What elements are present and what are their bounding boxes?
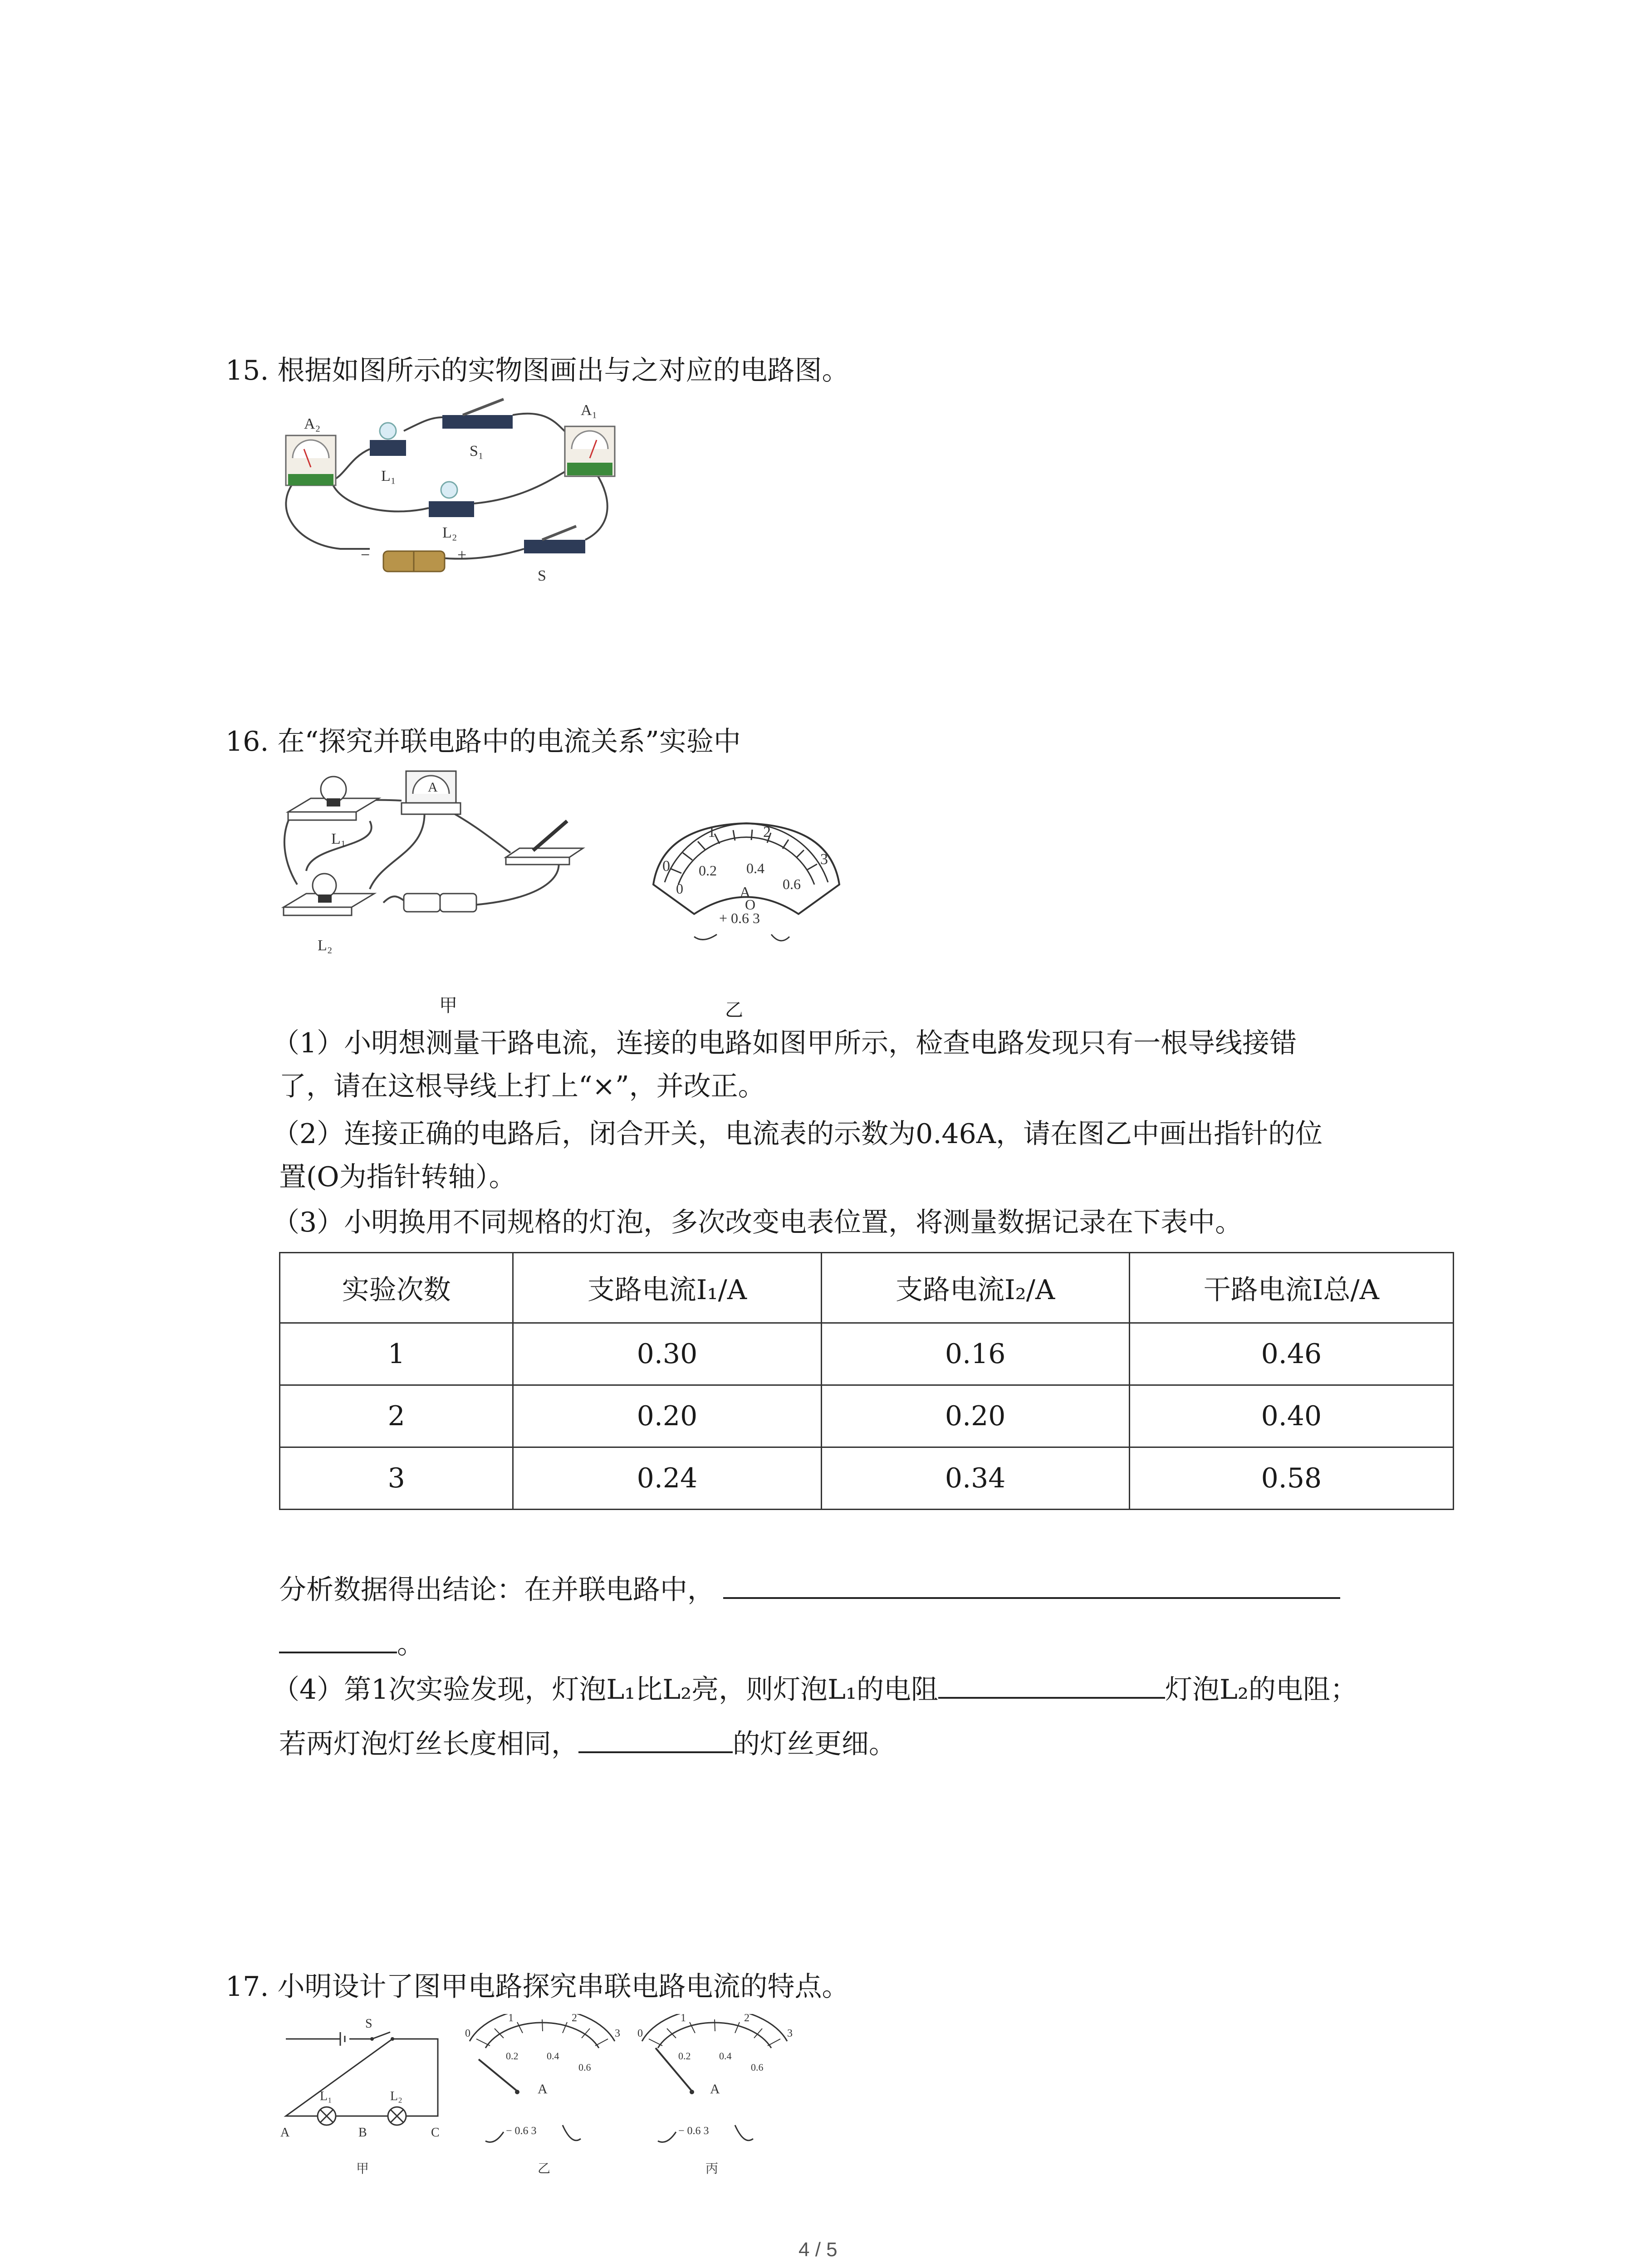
part4-line2-text-2: 的灯丝更细。	[733, 1728, 896, 1760]
terminal-wires	[694, 934, 789, 941]
table-cell: 0.20	[821, 1385, 1129, 1447]
q15-physical-circuit-figure	[268, 390, 631, 594]
q17-stem	[225, 1966, 849, 2007]
header-branch-current-1: 支路电流I₁/A	[513, 1253, 821, 1323]
bottom-scale-0-4: 0.4	[547, 2050, 559, 2062]
table-cell: 0.46	[1129, 1323, 1453, 1385]
table-cell: 0.34	[821, 1447, 1129, 1510]
switch	[506, 821, 583, 865]
label-l2: L₂	[390, 2089, 402, 2103]
table-cell: 1	[280, 1323, 513, 1385]
q16-conclusion-line	[279, 1569, 1340, 1610]
bottom-scale-0-6: 0.6	[578, 2062, 591, 2073]
label-a1: A₁	[581, 402, 598, 419]
top-scale-2: 2	[763, 824, 771, 841]
q17-figure-bing-ammeter	[631, 2014, 798, 2182]
top-scale-0: 0	[637, 2028, 643, 2039]
top-scale-3: 3	[787, 2028, 793, 2039]
bottom-scale-0-2: 0.2	[699, 862, 717, 879]
table-cell: 0.40	[1129, 1385, 1453, 1447]
top-scale-0: 0	[662, 858, 670, 875]
q16-figure-yi-ammeter-dial	[644, 816, 848, 957]
page-number: 4 / 5	[798, 2239, 838, 2261]
conclusion-blank-continued[interactable]	[279, 1626, 397, 1653]
label-l1: L₁	[331, 831, 346, 847]
bottom-scale-0: 0	[676, 880, 683, 897]
table-cell: 0.30	[513, 1323, 821, 1385]
top-scale-1: 1	[508, 2014, 514, 2024]
part4-text-2: 灯泡L₂的电阻；	[1165, 1674, 1357, 1706]
table-cell: 3	[280, 1447, 513, 1510]
label-s1: S₁	[470, 443, 484, 459]
q16-part1-line1: （1）小明想测量干路电流，连接的电路如图甲所示，检查电路发现只有一根导线接错	[272, 1027, 1297, 1059]
point-a: A	[280, 2126, 290, 2140]
q15-text: 根据如图所示的实物图画出与之对应的电路图。	[277, 355, 849, 386]
caption-jia: 甲	[439, 995, 457, 1016]
table-cell: 0.16	[821, 1323, 1129, 1385]
terminal-labels: − 0.6 3	[506, 2125, 537, 2137]
top-scale-3: 3	[615, 2028, 620, 2039]
label-switch-s: S	[365, 2017, 372, 2031]
label-s: S	[538, 567, 546, 584]
q17-figure-yi-ammeter	[458, 2014, 626, 2182]
label-l2: L₂	[442, 524, 457, 541]
label-l1: L₁	[320, 2089, 332, 2103]
ammeter-a1	[565, 426, 615, 476]
table-header-row	[280, 1253, 1454, 1323]
switch-s	[524, 526, 585, 553]
label-l1: L₁	[381, 468, 396, 484]
label-a2: A₂	[304, 415, 321, 432]
part4-text-1: （4）第1次实验发现，灯泡L₁比L₂亮，则灯泡L₁的电阻	[272, 1674, 939, 1706]
conclusion-text: 分析数据得出结论：在并联电路中，	[279, 1574, 715, 1606]
conclusion-blank[interactable]	[723, 1572, 1340, 1599]
thinner-filament-blank[interactable]	[578, 1726, 733, 1753]
table-cell: 0.20	[513, 1385, 821, 1447]
top-scale-0: 0	[465, 2028, 470, 2039]
bottom-scale-0-6: 0.6	[751, 2062, 764, 2073]
table-row	[280, 1385, 1454, 1447]
q15-stem	[225, 350, 849, 391]
table-row	[280, 1323, 1454, 1385]
part4-line2-text-1: 若两灯泡灯丝长度相同，	[279, 1728, 578, 1760]
q17-text: 小明设计了图甲电路探究串联电路电流的特点。	[277, 1971, 849, 2003]
q16-figure-jia-parallel-circuit	[279, 767, 624, 962]
batteries	[404, 894, 476, 912]
q16-part4-line2	[279, 1724, 896, 1765]
caption-yi: 乙	[725, 1000, 743, 1021]
terminal-labels: + 0.6 3	[719, 910, 760, 926]
bulb-l2-board	[284, 874, 374, 915]
bulb-l2	[429, 482, 474, 517]
q16-text: 在“探究并联电路中的电流关系”实验中	[277, 726, 741, 758]
caption-bing: 丙	[705, 2162, 719, 2176]
q16-number: 16.	[225, 726, 269, 758]
q16-part3: （3）小明换用不同规格的灯泡，多次改变电表位置，将测量数据记录在下表中。	[272, 1207, 1243, 1238]
pivot-label-o: O	[745, 896, 756, 913]
header-main-current: 干路电流I总/A	[1129, 1253, 1453, 1323]
bulb-l1	[370, 423, 406, 456]
bulb-l1-board	[288, 777, 379, 820]
point-c: C	[431, 2126, 440, 2140]
top-scale-3: 3	[820, 851, 828, 868]
dial-letter-a: A	[740, 884, 751, 901]
bottom-scale-0-2: 0.2	[678, 2050, 691, 2062]
bottom-scale-0-6: 0.6	[783, 876, 801, 892]
table-cell: 0.58	[1129, 1447, 1453, 1510]
q16-part1-line2: 了，请在这根导线上打上“×”，并改正。	[279, 1070, 765, 1102]
bottom-scale-0-4: 0.4	[719, 2050, 732, 2062]
top-scale-1: 1	[708, 824, 715, 841]
table-row	[280, 1447, 1454, 1510]
q16-stem	[225, 721, 741, 762]
top-scale-2: 2	[572, 2014, 577, 2024]
table-cell: 0.24	[513, 1447, 821, 1510]
header-trial-count: 实验次数	[280, 1253, 513, 1323]
point-b: B	[358, 2126, 367, 2140]
label-plus: +	[457, 546, 467, 564]
q16-data-table	[279, 1252, 1454, 1510]
terminal-labels: − 0.6 3	[678, 2125, 709, 2137]
header-branch-current-2: 支路电流I₂/A	[821, 1253, 1129, 1323]
battery	[383, 551, 445, 572]
ammeter-a2	[286, 435, 336, 485]
resistance-compare-blank[interactable]	[938, 1672, 1165, 1699]
bottom-scale-0-2: 0.2	[506, 2050, 519, 2062]
caption-yi: 乙	[538, 2162, 551, 2176]
dial-letter-a: A	[710, 2082, 720, 2097]
q17-figure-jia-series-circuit	[272, 2014, 449, 2182]
bottom-scale-0-4: 0.4	[746, 860, 764, 876]
q16-part2-line2: 置(O为指针转轴）。	[279, 1161, 516, 1193]
top-scale-1: 1	[681, 2014, 686, 2024]
q16-conclusion-line2	[279, 1624, 424, 1665]
table-cell: 2	[280, 1385, 513, 1447]
dial-letter-a: A	[538, 2082, 548, 2097]
switch-s1	[442, 399, 513, 429]
label-l2: L₂	[318, 937, 333, 954]
q16-part4-line1	[272, 1669, 1357, 1710]
caption-jia: 甲	[356, 2162, 369, 2176]
top-scale-2: 2	[744, 2014, 749, 2024]
q17-number: 17.	[225, 1971, 269, 2003]
conclusion-end: 。	[397, 1628, 424, 1660]
label-minus: −	[361, 546, 370, 564]
q15-number: 15.	[225, 355, 269, 386]
ammeter-letter: A	[428, 780, 438, 795]
q16-part2-line1: （2）连接正确的电路后，闭合开关，电流表的示数为0.46A，请在图乙中画出指针的位	[272, 1118, 1323, 1150]
